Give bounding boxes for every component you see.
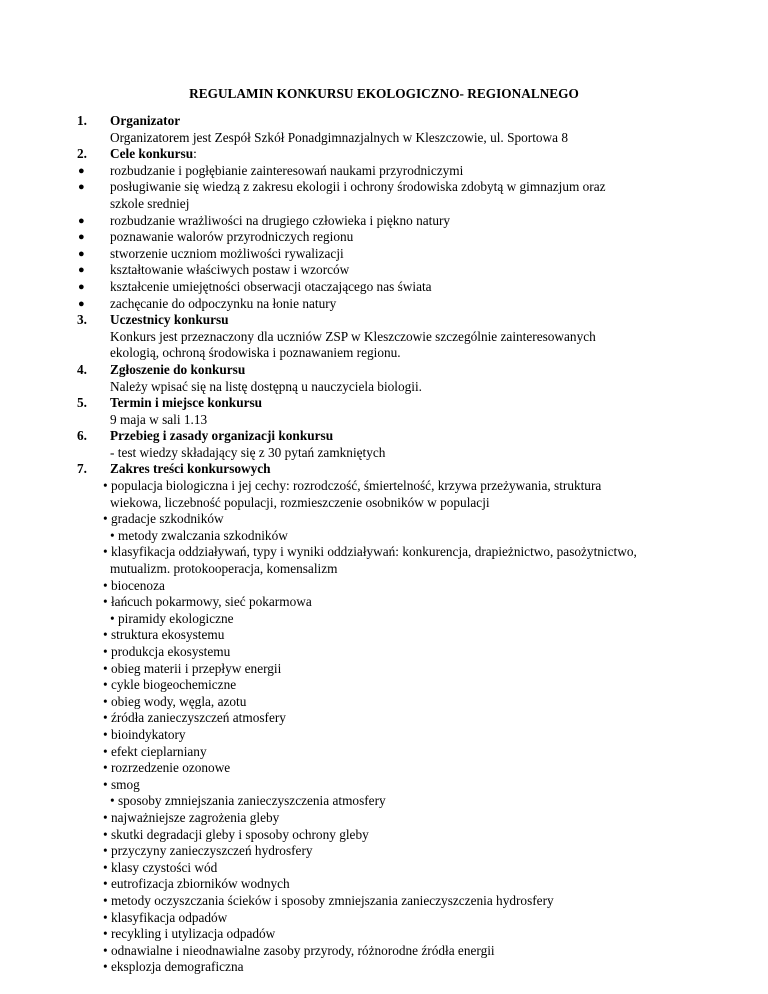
section-2-heading <box>77 146 750 163</box>
section-1-heading <box>77 113 750 130</box>
topic-item: • klasyfikacja oddziaływań, typy i wyniki oddziaływań: konkurencja, drapieżnictwo, pasożytnictwo, <box>103 544 637 560</box>
topic-item: • biocenoza <box>103 577 165 593</box>
topic-item: • recykling i utylizacja odpadów <box>103 926 276 942</box>
section-title: Organizator <box>110 113 181 128</box>
section-title-colon: : <box>193 146 197 162</box>
topic-item: • obieg wody, węgla, azotu <box>103 693 247 709</box>
section-6-text: - test wiedzy składający się z 30 pytań zamkniętych <box>110 444 386 460</box>
topic-item: • sposoby zmniejszania zanieczyszczenia atmosfery <box>110 793 386 809</box>
goal-item: ● posługiwanie się wiedzą z zakresu ekologii i ochrony środowiska zdobytą w gimnazjum oraz <box>78 179 606 195</box>
section-4-heading <box>77 361 750 379</box>
topic-item: • eutrofizacja zbiorników wodnych <box>103 876 290 892</box>
topic-item: • metody zwalczania szkodników <box>110 527 288 543</box>
topic-item-continuation: mutualizm. protokooperacja, komensalizm <box>110 561 338 577</box>
section-number: 3. <box>77 312 87 328</box>
section-title: Zakres treści konkursowych <box>110 461 271 477</box>
goal-item: ● rozbudzanie i pogłębianie zainteresowań naukami przyrodniczymi <box>78 162 464 178</box>
goal-item: ● stworzenie uczniom możliwości rywalizacji <box>78 245 344 261</box>
section-number: 4. <box>77 361 87 377</box>
bullet-icon: ● <box>78 264 85 277</box>
goal-item-continuation: szkole sredniej <box>110 195 190 211</box>
section-3-text: Konkurs jest przeznaczony dla uczniów ZSP w Kleszczowie szczególnie zainteresowanych <box>110 328 596 344</box>
bullet-icon: ● <box>78 164 85 177</box>
topic-item: • efekt cieplarniany <box>103 743 207 759</box>
section-number: 6. <box>77 428 87 444</box>
topic-item: • klasy czystości wód <box>103 859 218 875</box>
topic-item: • przyczyny zanieczyszczeń hydrosfery <box>103 843 313 859</box>
topic-item: • piramidy ekologiczne <box>110 610 234 626</box>
topic-item: • gradacje szkodników <box>103 511 224 527</box>
section-5-text: 9 maja w sali 1.13 <box>110 411 208 427</box>
goal-item: ● zachęcanie do odpoczynku na łonie natury <box>78 295 337 311</box>
topic-item: • produkcja ekosystemu <box>103 644 231 659</box>
topic-item: • obieg materii i przepływ energii <box>103 660 282 676</box>
topic-item: • eksplozja demograficzna <box>103 959 244 975</box>
topic-item: • metody oczyszczania ścieków i sposoby zmniejszania zanieczyszczenia hydrosfery <box>103 892 554 908</box>
bullet-icon: ● <box>78 181 85 194</box>
topic-item: • źródła zanieczyszczeń atmosfery <box>103 710 286 726</box>
section-number: 5. <box>77 395 87 411</box>
section-title: Uczestnicy konkursu <box>110 312 229 328</box>
topic-item: • smog <box>103 776 140 792</box>
section-6-heading <box>77 428 750 445</box>
bullet-icon: ● <box>78 231 85 244</box>
topic-item: • rozrzedzenie ozonowe <box>103 760 231 776</box>
topic-item: • łańcuch pokarmowy, sieć pokarmowa <box>103 594 312 610</box>
goal-item: ● kształtowanie właściwych postaw i wzorców <box>78 262 350 278</box>
document-title: REGULAMIN KONKURSU EKOLOGICZNO- REGIONALNEGO <box>189 86 579 101</box>
section-title: Termin i miejsce konkursu <box>110 395 263 411</box>
section-1-text: Organizatorem jest Zespół Szkół Ponadgimnazjalnych w Kleszczowie, ul. Sportowa 8 <box>110 129 569 145</box>
section-number: 2. <box>77 146 87 162</box>
topic-item: • bioindykatory <box>103 726 186 742</box>
topic-item: • cykle biogeochemiczne <box>103 677 237 693</box>
topic-item: • najważniejsze zagrożenia gleby <box>103 809 280 825</box>
bullet-icon: ● <box>78 247 85 260</box>
section-number: 1. <box>77 113 87 128</box>
topic-item: • klasyfikacja odpadów <box>103 909 228 925</box>
bullet-icon: ● <box>78 214 85 227</box>
document-body <box>77 113 750 976</box>
section-7-heading <box>77 461 750 478</box>
bullet-icon: ● <box>78 297 85 310</box>
bullet-icon: ● <box>78 280 85 293</box>
goal-item: ● rozbudzanie wrażliwości na drugiego człowieka i piękno natury <box>78 212 451 228</box>
topic-item: • populacja biologiczna i jej cechy: rozrodczość, śmiertelność, krzywa przeżywania, struktura <box>103 478 602 494</box>
topic-item: • odnawialne i nieodnawialne zasoby przyrody, różnorodne źródła energii <box>103 942 495 958</box>
goal-item: ● poznawanie walorów przyrodniczych regionu <box>78 229 354 245</box>
section-title: Zgłoszenie do konkursu <box>110 361 246 377</box>
section-5-heading <box>77 395 750 412</box>
topic-item: • struktura ekosystemu <box>103 627 225 643</box>
topic-item: • skutki degradacji gleby i sposoby ochrony gleby <box>103 826 369 842</box>
section-3-heading <box>77 312 750 329</box>
section-title: Przebieg i zasady organizacji konkursu <box>110 428 334 444</box>
goal-item: ● kształcenie umiejętności obserwacji otaczającego nas świata <box>78 278 432 294</box>
section-3-text: ekologią, ochroną środowiska i poznawaniem regionu. <box>110 345 401 361</box>
section-title: Cele konkursu <box>110 146 194 162</box>
section-4-text: Należy wpisać się na listę dostępną u nauczyciela biologii. <box>110 378 423 394</box>
section-number: 7. <box>77 461 87 477</box>
topic-item-continuation: wiekowa, liczebność populacji, rozmieszczenie osobników w populacji <box>110 494 490 510</box>
